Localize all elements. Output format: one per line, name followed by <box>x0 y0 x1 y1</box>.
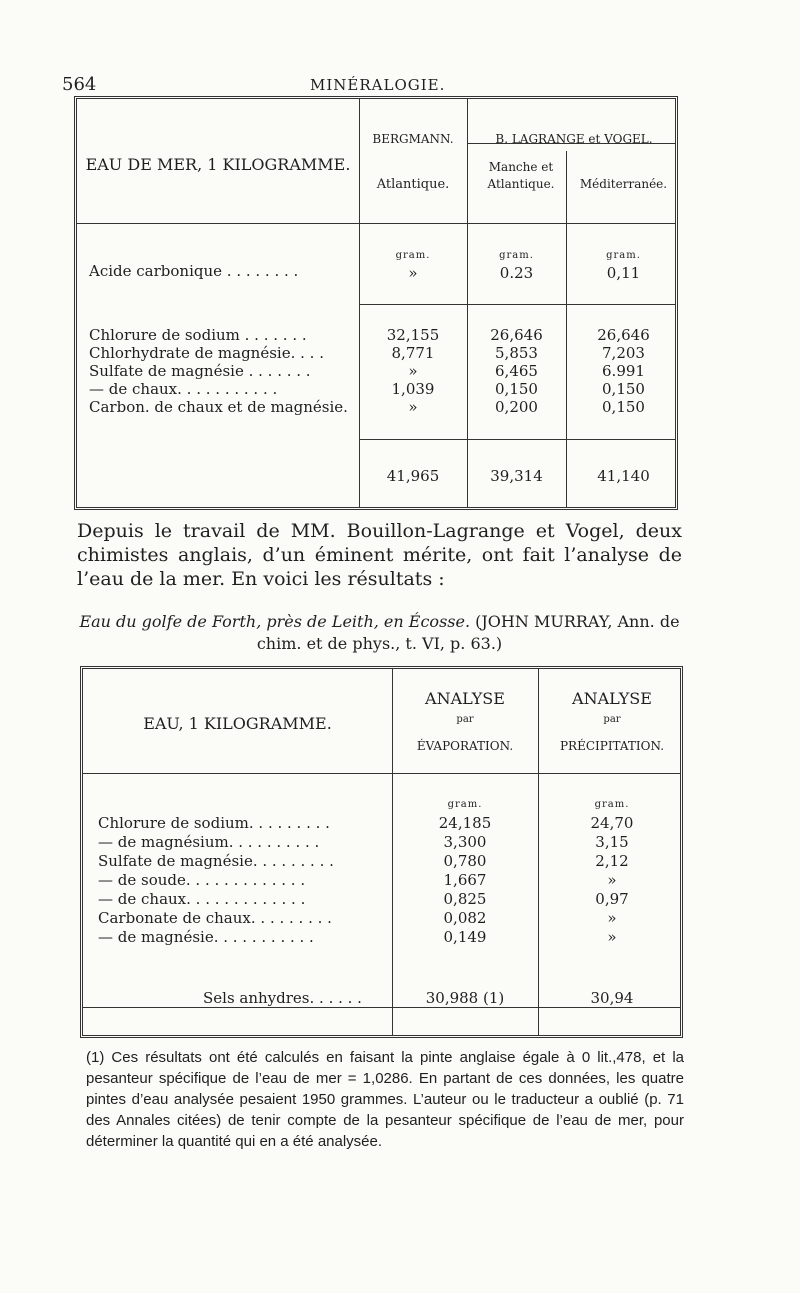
table2-cell: » <box>607 871 617 889</box>
table2-unit-1: gram. <box>447 799 483 810</box>
footnote: (1) Ces résultats ont été calculés en faisant la pinte anglaise égale à 0 lit.,478, et la pesanteur spécifique de l’eau de mer = 1,0286. En partant de ces données, les quatre pintes d’eau analysée pesaient 1950 grammes. L’auteur ou le traducteur a oublié (p. 71 des Annales citées) de tenir compte de la pesanteur spécifique de l’eau de mer, pour déterminer la quantité qui en a été analysée. <box>86 1049 684 1150</box>
running-title: MINÉRALOGIE. <box>310 76 446 94</box>
table1-sub-manche: Manche et Atlantique. <box>487 160 555 191</box>
table2-cell: 0,149 <box>443 928 487 946</box>
table1-acide-v3: 0,11 <box>606 264 641 282</box>
table1-cell: 26,646 <box>597 326 650 344</box>
table2-cell: 0,97 <box>595 890 629 908</box>
table1-unit-1: gram. <box>395 250 431 261</box>
table2-col1-top: ANALYSE <box>425 689 505 708</box>
table2-col2-bot: PRÉCIPITATION. <box>559 739 665 753</box>
table2-row-label: — de chaux. . . . . . . . . . . . . <box>98 890 306 908</box>
source-reference: (JOHN MURRAY, Ann. de chim. et de phys., t. VI, p. 63.) <box>256 612 680 653</box>
table2-title: EAU, 1 KILOGRAMME. <box>143 714 332 733</box>
table1-sub-med: Méditerranée. <box>579 177 668 191</box>
table1-row-label: — de chaux. . . . . . . . . . . <box>89 380 278 398</box>
table2-cell: » <box>607 928 617 946</box>
table1-row-label: Chlorure de sodium . . . . . . . <box>89 326 307 344</box>
table1-cell: 5,853 <box>495 344 538 362</box>
table1-sub-atlantique: Atlantique. <box>376 177 450 192</box>
table1-cell: 0,150 <box>495 380 538 398</box>
table2-total-label: Sels anhydres. . . . . . <box>203 989 362 1007</box>
table1-cell: 6,465 <box>495 362 538 380</box>
table1-title: EAU DE MER, 1 KILOGRAMME. <box>85 155 351 174</box>
table1-total-v3: 41,140 <box>597 467 650 485</box>
table1-col-lagrange: B. LAGRANGE et VOGEL. <box>495 132 653 146</box>
table1-acide-v2: 0.23 <box>499 264 534 282</box>
table2-cell: 0,780 <box>443 852 487 870</box>
table2-row-label: Chlorure de sodium. . . . . . . . . <box>98 814 330 832</box>
table2-col1-bot: ÉVAPORATION. <box>416 739 514 753</box>
seawater-table-1 <box>74 96 678 510</box>
table2-total-v2: 30,94 <box>590 989 634 1007</box>
table2-row-label: — de soude. . . . . . . . . . . . . <box>98 871 306 889</box>
table2-col2-top: ANALYSE <box>572 689 652 708</box>
table1-acide-label: Acide carbonique . . . . . . . . <box>89 262 299 280</box>
body-paragraph: Depuis le travail de MM. Bouillon-Lagrange et Vogel, deux chimistes anglais, d’un éminent mérite, ont fait l’analyse de l’eau de la mer. En voici les résultats : <box>77 520 682 590</box>
table2-cell: 24,70 <box>590 814 634 832</box>
table2-cell: 3,15 <box>595 833 629 851</box>
table1-acide-v1: » <box>408 264 418 282</box>
table1-row-label: Carbon. de chaux et de magnésie. <box>89 398 348 416</box>
table1-cell: » <box>408 362 418 380</box>
table1-col-bergmann: BERGMANN. <box>372 132 454 146</box>
seawater-table-2 <box>80 666 683 1038</box>
page-number: 564 <box>62 74 97 95</box>
table1-cell: 1,039 <box>391 380 435 398</box>
table1-unit-3: gram. <box>606 250 641 261</box>
source-citation <box>77 611 682 655</box>
table1-cell: 0,150 <box>602 380 645 398</box>
table1-total-v1: 41,965 <box>386 467 440 485</box>
source-title: Eau du golfe de Forth, près de Leith, en Écosse. <box>79 612 471 631</box>
table1-cell: 0,200 <box>495 398 538 416</box>
table2-cell: 3,300 <box>443 833 487 851</box>
table1-row-label: Chlorhydrate de magnésie. . . . <box>89 344 324 362</box>
table1-cell: 6.991 <box>602 362 645 380</box>
table2-row-label: Sulfate de magnésie. . . . . . . . . <box>98 852 334 870</box>
table1-row-label: Sulfate de magnésie . . . . . . . <box>89 362 311 380</box>
table2-total-v1: 30,988 (1) <box>425 989 505 1007</box>
table2-cell: 0,825 <box>443 890 487 908</box>
table1-unit-2: gram. <box>499 250 534 261</box>
table2-row-label: Carbonate de chaux. . . . . . . . . <box>98 909 332 927</box>
table2-cell: 0,082 <box>443 909 487 927</box>
table1-cell: 8,771 <box>391 344 435 362</box>
table2-cell: 1,667 <box>443 871 487 889</box>
table1-cell: 26,646 <box>490 326 543 344</box>
table2-unit-2: gram. <box>594 799 630 810</box>
table2-cell: » <box>607 909 617 927</box>
table1-cell: » <box>408 398 418 416</box>
table1-cell: 0,150 <box>602 398 645 416</box>
table2-cell: 2,12 <box>595 852 629 870</box>
table1-total-v2: 39,314 <box>490 467 543 485</box>
table1-cell: 32,155 <box>386 326 440 344</box>
table2-row-label: — de magnésie. . . . . . . . . . . <box>98 928 314 946</box>
table2-cell: 24,185 <box>438 814 492 832</box>
table2-col1-mid: par <box>456 714 474 725</box>
table2-col2-mid: par <box>603 714 621 725</box>
table1-cell: 7,203 <box>602 344 645 362</box>
table2-row-label: — de magnésium. . . . . . . . . . <box>98 833 320 851</box>
